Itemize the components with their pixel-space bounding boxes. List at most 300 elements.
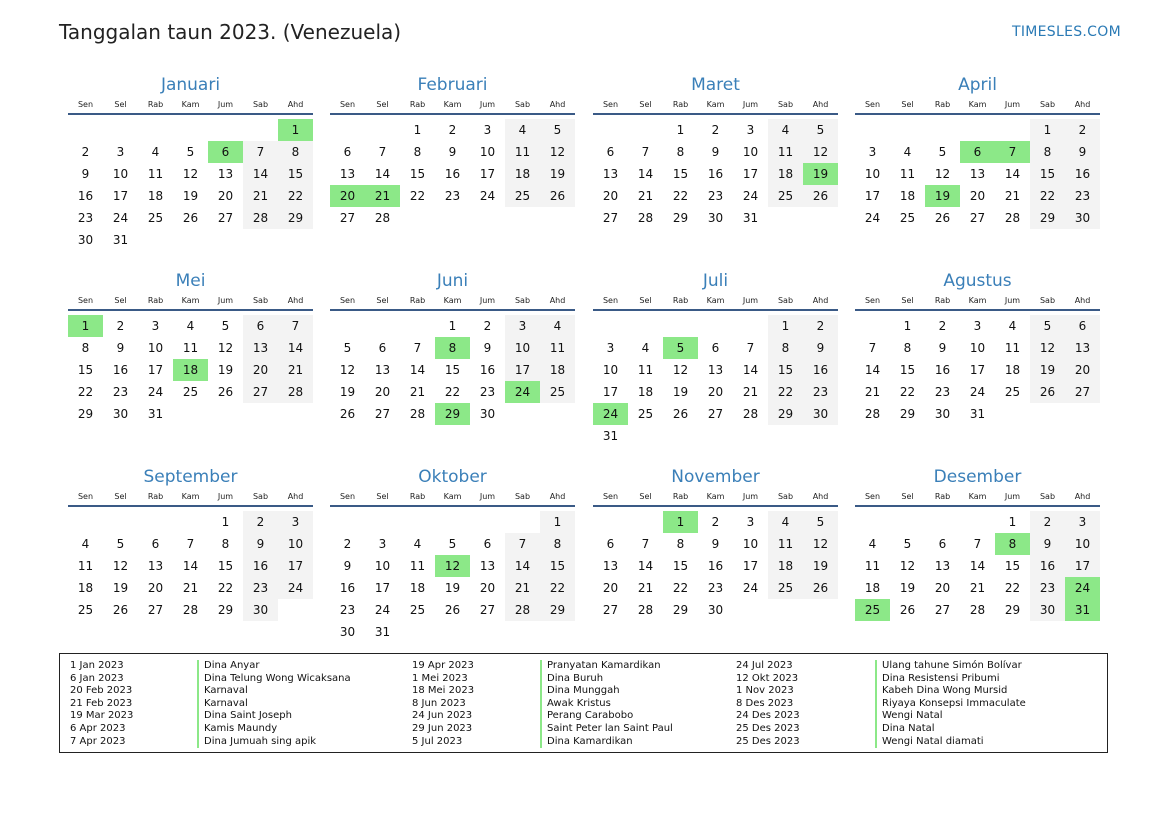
day-cell: 28 [969,603,986,617]
day-cell: 11 [899,167,916,181]
day-cell: 19 [803,555,838,577]
day-cell: 25 [899,211,916,225]
weekday-label: Ahd [812,492,829,501]
empty-cell [435,207,470,229]
day-cell: 14 [182,559,199,573]
weekday-label: Jum [1004,492,1021,501]
week-row [593,119,838,141]
day-cell: 10 [969,341,986,355]
empty-cell [103,119,138,141]
day-cell: 29 [768,403,803,425]
weekday-label: Ahd [1074,296,1091,305]
day-cell: 2 [448,123,457,137]
day-cell: 3 [505,315,540,337]
week-row [68,577,313,599]
day-cell: 24 [742,581,759,595]
empty-cell [435,511,470,533]
week-row [855,359,1100,381]
day-cell: 25 [637,407,654,421]
week-row [593,533,838,555]
day-cell: 13 [602,167,619,181]
month-name: Juli [702,271,729,291]
day-cell: 5 [903,537,912,551]
weekday-label: Sen [864,492,881,501]
day-cell: 20 [707,385,724,399]
holiday-name: Karnaval [204,685,248,697]
day-cell: 26 [182,211,199,225]
day-cell: 15 [768,359,803,381]
day-cell: 12 [934,167,951,181]
day-cell: 3 [151,319,160,333]
week-row [330,577,575,599]
day-cell: 25 [768,185,803,207]
legend-dates-col-1 [70,660,188,748]
holiday-name: Dina Buruh [547,672,604,684]
weekday-label: Rab [934,296,951,305]
day-cell: 17 [278,555,313,577]
day-cell: 7 [505,533,540,555]
week-row [330,163,575,185]
weekday-label: Ahd [812,296,829,305]
empty-cell [103,511,138,533]
holiday-day-cell: 12 [435,555,470,577]
holiday-name: Wengi Natal diamati [882,735,984,747]
empty-cell [628,119,663,141]
weekday-label: Jum [479,296,496,305]
day-cell: 16 [444,167,461,181]
day-cell: 29 [278,207,313,229]
day-cell: 26 [1030,381,1065,403]
day-cell: 7 [413,341,422,355]
day-cell: 10 [1065,533,1100,555]
weekday-label: Kam [443,296,462,305]
day-cell: 15 [409,167,426,181]
day-cell: 19 [182,189,199,203]
day-cell: 15 [278,163,313,185]
day-cell: 5 [540,119,575,141]
week-row [855,555,1100,577]
weekday-label: Sab [1039,492,1056,501]
day-cell: 14 [969,559,986,573]
legend-dates-col-3 [736,660,854,748]
day-cell: 27 [969,211,986,225]
day-cell: 26 [803,577,838,599]
day-cell: 4 [413,537,422,551]
day-cell: 14 [1004,167,1021,181]
day-cell: 17 [479,167,496,181]
week-row [68,381,313,403]
day-cell: 8 [768,337,803,359]
day-cell: 16 [1030,555,1065,577]
week-row [68,315,313,337]
empty-cell [243,229,278,251]
week-row [855,533,1100,555]
day-cell: 27 [707,407,724,421]
holiday-date: 20 Feb 2023 [70,685,133,697]
day-cell: 23 [243,577,278,599]
day-cell: 16 [479,363,496,377]
day-cell: 11 [1004,341,1021,355]
empty-cell [138,229,173,251]
day-cell: 16 [112,363,129,377]
week-row [68,555,313,577]
empty-cell [540,207,575,229]
week-row [593,425,838,447]
week-row [68,141,313,163]
day-cell: 22 [1004,581,1021,595]
empty-cell [925,511,960,533]
holiday-name: Kamis Maundy [204,722,278,734]
day-cell: 19 [217,363,234,377]
day-cell: 9 [243,533,278,555]
holiday-date: 5 Jul 2023 [412,735,463,747]
brand-link[interactable]: TIMESLES.COM [1012,24,1121,40]
day-cell: 6 [606,145,615,159]
day-cell: 7 [378,145,387,159]
holiday-date: 25 Des 2023 [736,722,800,734]
empty-cell [505,403,540,425]
holiday-name: Dina Telung Wong Wicaksana [204,672,351,684]
holiday-date: 29 Jun 2023 [412,722,473,734]
holiday-name: Dina Anyar [204,660,260,671]
holiday-date: 19 Mar 2023 [70,710,134,722]
day-cell: 22 [409,189,426,203]
holiday-date: 8 Jun 2023 [412,697,466,709]
empty-cell [1030,403,1065,425]
day-cell: 16 [243,555,278,577]
day-cell: 26 [934,211,951,225]
day-cell: 13 [217,167,234,181]
day-cell: 5 [343,341,352,355]
weekday-label: Kam [443,492,462,501]
holiday-name: Dina Saint Joseph [204,710,292,722]
weekday-label: Sen [77,492,94,501]
weekday-label: Sel [376,492,389,501]
day-cell: 4 [768,119,803,141]
week-row [593,403,838,425]
empty-cell [138,119,173,141]
month-name: Mei [175,271,206,291]
weekday-header [68,98,313,112]
week-row [330,533,575,555]
day-cell: 6 [711,341,720,355]
empty-cell [243,119,278,141]
header-divider [593,113,838,115]
day-cell: 25 [505,185,540,207]
week-row [330,359,575,381]
day-cell: 3 [278,511,313,533]
day-cell: 10 [864,167,881,181]
weekday-header [593,294,838,308]
day-cell: 27 [602,211,619,225]
empty-cell [470,511,505,533]
day-cell: 10 [374,559,391,573]
day-cell: 10 [505,337,540,359]
day-cell: 15 [1030,163,1065,185]
weekday-label: Jum [742,492,759,501]
weekday-label: Kam [968,296,987,305]
day-cell: 5 [448,537,457,551]
week-row [68,207,313,229]
empty-cell [400,621,435,643]
legend-names-col-3 [875,660,1026,748]
weekday-label: Jum [742,296,759,305]
weekday-label: Sen [77,296,94,305]
empty-cell [278,599,313,621]
day-cell: 23 [707,581,724,595]
day-cell: 27 [934,603,951,617]
day-cell: 1 [1030,119,1065,141]
week-row [855,185,1100,207]
month-name: Agustus [943,271,1012,291]
weekday-label: Ahd [1074,492,1091,501]
legend-names-col-2 [540,660,673,748]
day-cell: 19 [339,385,356,399]
day-cell: 10 [278,533,313,555]
weekday-label: Sen [339,492,356,501]
day-cell: 2 [803,315,838,337]
empty-cell [505,621,540,643]
holiday-day-cell: 20 [330,185,365,207]
day-cell: 10 [602,363,619,377]
month-name: Maret [691,75,740,95]
day-cell: 30 [339,625,356,639]
day-cell: 11 [637,363,654,377]
holiday-date: 25 Des 2023 [736,735,800,747]
day-cell: 24 [742,189,759,203]
day-cell: 28 [1004,211,1021,225]
day-cell: 15 [217,559,234,573]
month-calendar [330,72,575,229]
day-cell: 18 [899,189,916,203]
day-cell: 3 [1065,511,1100,533]
day-cell: 17 [505,359,540,381]
day-cell: 9 [938,341,947,355]
day-cell: 23 [707,189,724,203]
weekday-label: Sab [1039,296,1056,305]
weekday-label: Kam [706,296,725,305]
day-cell: 30 [1030,599,1065,621]
weekday-label: Ahd [812,100,829,109]
holiday-name: Dina Natal [882,722,935,734]
weekday-header [593,490,838,504]
day-cell: 13 [707,363,724,377]
day-cell: 2 [483,319,492,333]
day-cell: 14 [637,167,654,181]
day-cell: 30 [112,407,129,421]
empty-cell [698,425,733,447]
holiday-date: 7 Apr 2023 [70,735,126,747]
holiday-day-cell: 24 [1065,577,1100,599]
day-cell: 29 [1004,603,1021,617]
day-cell: 22 [1030,185,1065,207]
holiday-name: Pranyatan Kamardikan [547,660,661,671]
empty-cell [470,621,505,643]
day-cell: 7 [641,537,650,551]
holiday-day-cell: 1 [663,511,698,533]
day-cell: 9 [1030,533,1065,555]
day-cell: 11 [768,533,803,555]
day-cell: 10 [742,537,759,551]
day-cell: 21 [505,577,540,599]
empty-cell [173,511,208,533]
day-cell: 22 [540,577,575,599]
day-cell: 24 [112,211,129,225]
day-cell: 2 [243,511,278,533]
week-row [68,163,313,185]
holiday-day-cell: 19 [803,163,838,185]
day-cell: 15 [899,363,916,377]
day-cell: 13 [147,559,164,573]
day-cell: 18 [147,189,164,203]
empty-cell [278,229,313,251]
weekday-label: Kam [968,100,987,109]
holiday-date: 24 Jul 2023 [736,660,793,671]
week-row [855,577,1100,599]
empty-cell [330,511,365,533]
empty-cell [208,403,243,425]
weekday-label: Kam [181,100,200,109]
day-cell: 11 [540,337,575,359]
empty-cell [1065,403,1100,425]
day-cell: 14 [742,363,759,377]
weekday-label: Sab [514,492,531,501]
day-cell: 27 [1065,381,1100,403]
holiday-legend [59,653,1108,753]
weekday-label: Kam [706,100,725,109]
day-cell: 10 [742,145,759,159]
week-row [330,599,575,621]
day-cell: 25 [77,603,94,617]
day-cell: 5 [221,319,230,333]
day-cell: 1 [540,511,575,533]
week-row [330,185,575,207]
holiday-date: 24 Jun 2023 [412,710,473,722]
empty-cell [733,315,768,337]
day-cell: 2 [116,319,125,333]
weekday-label: Sab [252,100,269,109]
empty-cell [365,119,400,141]
day-cell: 24 [374,603,391,617]
day-cell: 13 [1065,337,1100,359]
week-row [593,599,838,621]
day-cell: 18 [864,581,881,595]
empty-cell [628,425,663,447]
day-cell: 17 [742,559,759,573]
month-name: November [671,467,760,487]
day-cell: 6 [1065,315,1100,337]
empty-cell [628,511,663,533]
month-name: Desember [933,467,1022,487]
day-cell: 15 [672,559,689,573]
holiday-name: Dina Jumuah sing apik [204,735,317,747]
weekday-label: Sab [514,296,531,305]
day-cell: 24 [969,385,986,399]
empty-cell [243,403,278,425]
day-cell: 18 [409,581,426,595]
day-cell: 17 [147,363,164,377]
day-cell: 2 [1030,511,1065,533]
day-cell: 7 [243,141,278,163]
day-cell: 19 [444,581,461,595]
weekday-label: Jum [1004,296,1021,305]
day-cell: 27 [602,603,619,617]
day-cell: 1 [676,123,685,137]
weekday-label: Ahd [549,296,566,305]
day-cell: 13 [243,337,278,359]
month-name: Januari [160,75,221,95]
empty-cell [768,207,803,229]
day-cell: 10 [147,341,164,355]
month-name: Februari [417,75,488,95]
day-cell: 2 [81,145,90,159]
day-cell: 28 [182,603,199,617]
day-cell: 29 [672,211,689,225]
day-cell: 12 [672,363,689,377]
holiday-day-cell: 19 [925,185,960,207]
holiday-name: Perang Carabobo [547,710,634,722]
holiday-day-cell: 1 [278,119,313,141]
day-cell: 17 [112,189,129,203]
holiday-day-cell: 25 [855,599,890,621]
holiday-day-cell: 5 [663,337,698,359]
holiday-day-cell: 7 [995,141,1030,163]
holiday-date: 1 Mei 2023 [412,672,468,684]
day-cell: 7 [746,341,755,355]
day-cell: 31 [147,407,164,421]
month-calendar [68,268,313,425]
holiday-date: 1 Jan 2023 [70,660,124,671]
day-cell: 25 [147,211,164,225]
day-cell: 25 [182,385,199,399]
weekday-label: Rab [147,100,164,109]
empty-cell [890,119,925,141]
day-cell: 11 [182,341,199,355]
week-row [68,511,313,533]
weekday-label: Jum [479,492,496,501]
day-cell: 30 [707,211,724,225]
day-cell: 4 [1008,319,1017,333]
holiday-date: 8 Des 2023 [736,697,794,709]
day-cell: 13 [479,559,496,573]
holiday-day-cell: 29 [435,403,470,425]
weekday-header [68,490,313,504]
weekday-label: Ahd [549,492,566,501]
day-cell: 9 [81,167,90,181]
week-row [593,555,838,577]
day-cell: 1 [221,515,230,529]
day-cell: 21 [1004,189,1021,203]
week-row [68,229,313,251]
day-cell: 29 [77,407,94,421]
day-cell: 11 [147,167,164,181]
holiday-day-cell: 18 [173,359,208,381]
day-cell: 13 [602,559,619,573]
day-cell: 2 [343,537,352,551]
day-cell: 28 [637,603,654,617]
day-cell: 20 [969,189,986,203]
empty-cell [628,315,663,337]
empty-cell [365,315,400,337]
weekday-label: Sel [114,492,127,501]
weekday-label: Kam [181,296,200,305]
day-cell: 2 [938,319,947,333]
weekday-label: Ahd [287,100,304,109]
day-cell: 14 [409,363,426,377]
day-cell: 20 [602,581,619,595]
holiday-name: Karnaval [204,697,248,709]
header-divider [855,309,1100,311]
